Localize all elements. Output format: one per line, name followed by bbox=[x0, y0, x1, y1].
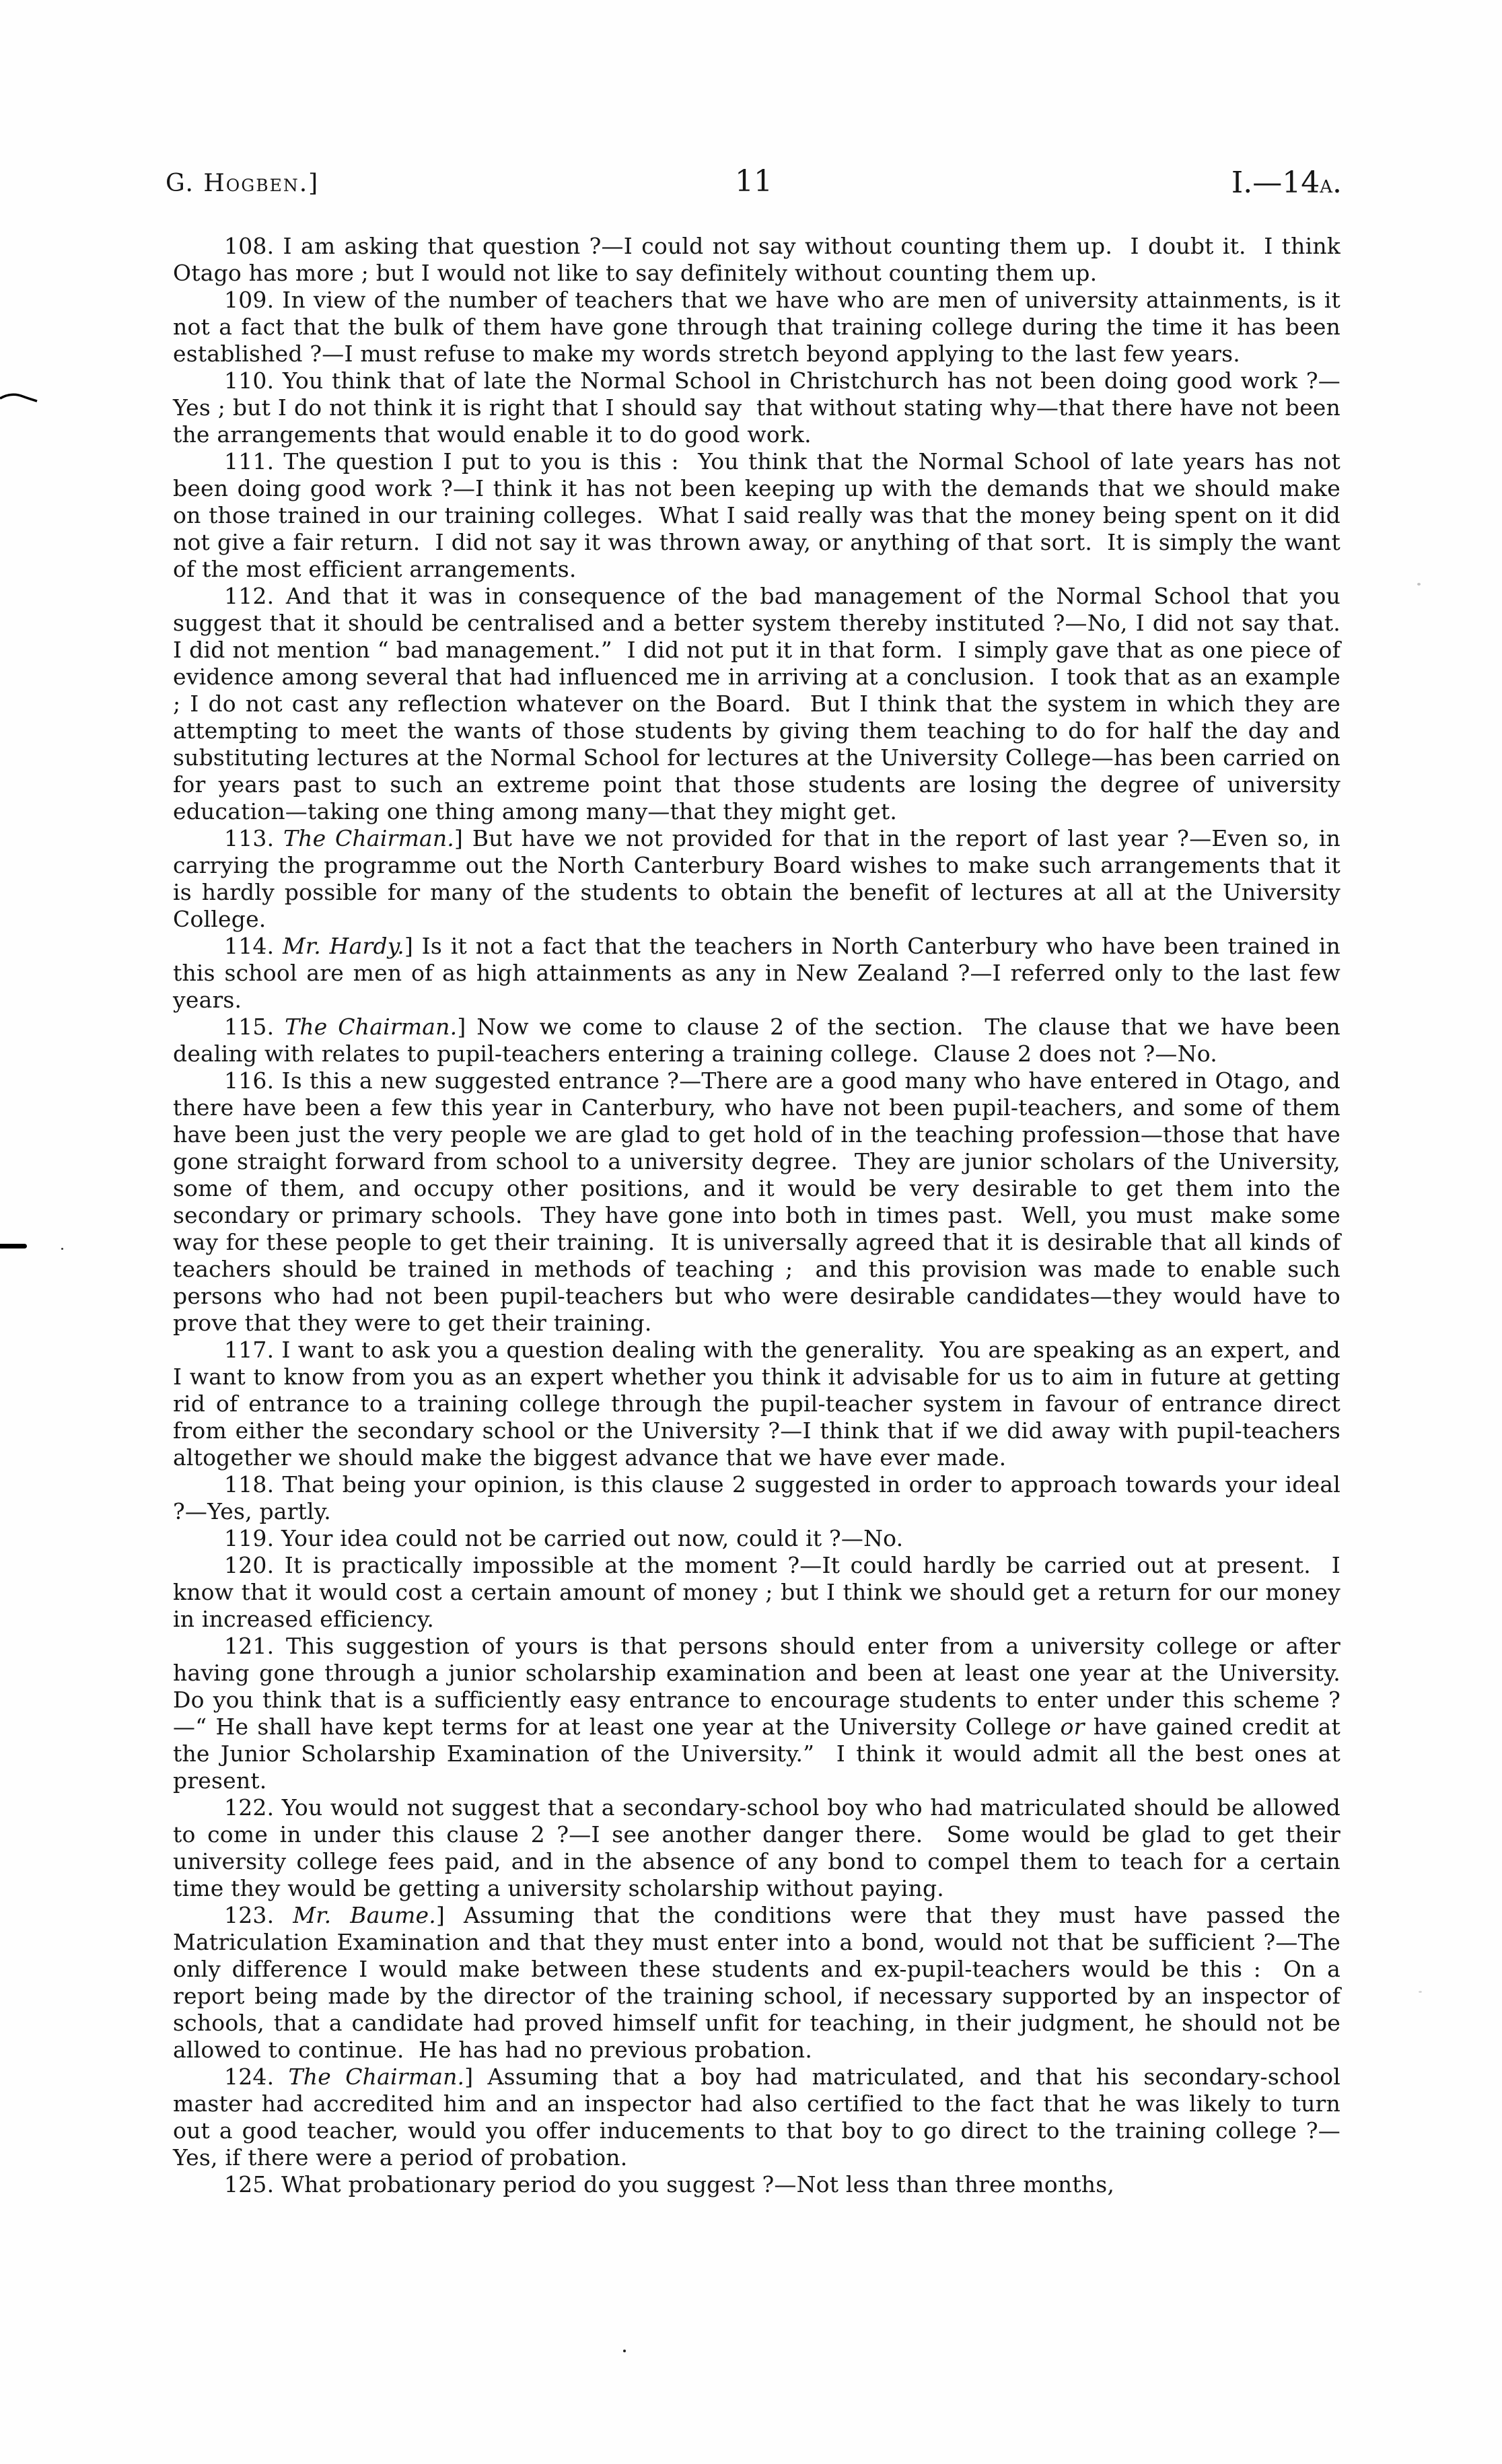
text-segment: 119. Your idea could not be carried out now, could it ?—No. bbox=[224, 1525, 904, 1551]
qa-paragraph bbox=[173, 1552, 1348, 1633]
qa-paragraph bbox=[173, 367, 1348, 448]
scan-artifact-dot bbox=[1417, 583, 1421, 586]
text-segment: 122. You would not suggest that a secondary-school boy who had matriculated should be allowed to come in under this clause 2 ?—I see another danger there. Some would be glad to get their university college fees paid, and in the absence of any bond to compel them to teach for a certain time they would be getting a university scholarship without paying. bbox=[173, 1794, 1348, 1901]
qa-paragraph bbox=[173, 1337, 1348, 1471]
text-segment: 123. bbox=[224, 1902, 293, 1928]
text-segment: 125. What probationary period do you suggest ?—Not less than three months, bbox=[224, 2171, 1115, 2197]
text-segment: 113. bbox=[224, 825, 283, 851]
text-segment: ] Assuming that the conditions were that they must have passed the Matriculation Examination and that they must enter into a bond, would not that be sufficient ?—The only difference I would make between these students and ex-pupil-teachers would be this : On a report being made by the director of the training school, if necessary supported by an inspector of schools, that a candidate had proved himself unfit for teaching, in their judgment, he should not be allowed to continue. He has had no previous probation. bbox=[173, 1902, 1348, 2063]
qa-paragraph bbox=[173, 1633, 1355, 1794]
speaker-attribution: The Chairman. bbox=[285, 1014, 458, 1040]
text-segment: ] Now we come to clause 2 of the section. The clause that we have been dealing with relates to pupil-teachers entering a training college. Clause 2 does not ?—No. bbox=[173, 1014, 1348, 1067]
qa-paragraph bbox=[173, 448, 1348, 583]
scan-artifact-dot bbox=[61, 1248, 63, 1250]
text-segment: 120. It is practically impossible at the moment ?—It could hardly be carried out at present. I know that it would cost a certain amount of money ; but I think we should get a return for our money in increased efficiency. bbox=[173, 1552, 1348, 1632]
speaker-attribution: or bbox=[1060, 1714, 1085, 1740]
scan-artifact-curve-mark bbox=[0, 392, 38, 404]
speaker-attribution: Mr. Hardy. bbox=[282, 933, 404, 959]
scan-artifact-dot bbox=[623, 2350, 626, 2352]
qa-paragraph bbox=[173, 233, 1348, 287]
text-segment: ] Is it not a fact that the teachers in North Canterbury who have been trained in this school are men of as high attainments as any in New Zealand ?—I referred only to the last few years. bbox=[173, 933, 1348, 1013]
qa-paragraph bbox=[173, 825, 1348, 933]
text-segment: 108. I am asking that question ?—I could not say without counting them up. I doubt it. I think Otago has more ; but I would not like to say definitely without counting them up. bbox=[173, 233, 1348, 286]
text-segment: 111. The question I put to you is this : You think that the Normal School of late years has not been doing good work ?—I think it has not been keeping up with the demands that we should make on those trained in our training colleges. What I said really was that the money being spent on it did not give a fair return. I did not say it was thrown away, or anything of that sort. It is simply the want of the most efficient arrangements. bbox=[173, 448, 1348, 582]
paper-reference-main: I.—14 bbox=[1231, 166, 1320, 200]
qa-paragraph bbox=[173, 287, 1348, 367]
paper-reference bbox=[1231, 166, 1342, 200]
scan-artifact-margin-dash bbox=[0, 1244, 27, 1248]
text-segment: 118. That being your opinion, is this clause 2 suggested in order to approach towards your ideal ?—Yes, partly. bbox=[173, 1471, 1348, 1524]
text-segment: 114. bbox=[224, 933, 283, 959]
qa-paragraph bbox=[173, 1902, 1348, 2064]
testimony-transcript bbox=[173, 233, 1355, 2198]
text-segment: ] But have we not provided for that in the report of last year ?—Even so, in carrying the programme out the North Canterbury Board wishes to make such arrangements that it is hardly possible for many of the students to obtain the benefit of lectures at all at the University College. bbox=[173, 825, 1348, 932]
text-segment: 115. bbox=[224, 1014, 285, 1040]
paper-reference-period: . bbox=[1332, 166, 1342, 200]
qa-paragraph bbox=[173, 1525, 1340, 1552]
qa-paragraph bbox=[173, 1014, 1348, 1067]
text-segment: have gained credit at the Junior Scholarship Examination of the University.” I think it would admit all the best ones at present. bbox=[173, 1714, 1348, 1794]
qa-paragraph bbox=[173, 1067, 1348, 1337]
speaker-attribution: Mr. Baume. bbox=[293, 1902, 436, 1928]
page-number: 11 bbox=[735, 164, 773, 199]
text-segment: 116. Is this a new suggested entrance ?—There are a good many who have entered in Otago, and there have been a few this year in Canterbury, who have not been pupil-teachers, and some of them have been just the very people we are glad to get hold of in the teaching profession—those that have gone straight forward from school to a university degree. They are junior scholars of the University, some of them, and occupy other positions, and it would be very desirable to get them into the secondary or primary schools. They have gone into both in times past. Well, you must make some way for these people to get their training. It is universally agreed that it is desirable that all kinds of teachers should be trained in methods of teaching ; and this provision was made to enable such persons who had not been pupil-teachers but who were desirable candidates—they would have to prove that they were to get their training. bbox=[173, 1067, 1348, 1336]
text-segment: 109. In view of the number of teachers that we have who are men of university attainments, is it not a fact that the bulk of them have gone through that training college during the time it has been established ?—I must refuse to make my words stretch beyond applying to the last few years. bbox=[173, 287, 1348, 367]
qa-paragraph bbox=[173, 2064, 1348, 2171]
qa-paragraph bbox=[173, 2171, 1340, 2198]
speaker-attribution: The Chairman. bbox=[288, 2064, 465, 2090]
text-segment: 112. And that it was in consequence of the bad management of the Normal School that you suggest that it should be centralised and a better system thereby instituted ?—No, I did not say that. I did not mention “ bad management.” I did not put it in that form. I simply gave that as one piece of evidence among several that had influenced me in arriving at a conclusion. I took that as an example ; I do not cast any reflection whatever on the Board. But I think that the system in which they are attempting to meet the wants of those students by giving them teaching to do for half the day and substituting lectures at the Normal School for lectures at the University College—has been carried on for years past to such an extreme point that those students are losing the degree of university education—taking one thing among many—that they might get. bbox=[173, 583, 1355, 824]
qa-paragraph bbox=[173, 583, 1355, 825]
scan-artifact-dot bbox=[1419, 1991, 1422, 1993]
text-segment: 117. I want to ask you a question dealing with the generality. You are speaking as an expert, and I want to know from you as an expert whether you think it advisable for us to aim in future at getting rid of entrance to a training college through the pupil-teacher system in favour of entrance direct from either the secondary school or the University ?—I think that if we did away with pupil-teachers altogether we should make the biggest advance that we have ever made. bbox=[173, 1337, 1348, 1471]
text-segment: 124. bbox=[224, 2064, 289, 2090]
text-segment: 121. This suggestion of yours is that persons should enter from a university college or after having gone through a junior scholarship examination and been at least one year at the University. Do you think that is a sufficiently easy entrance to encourage students to enter under this scheme ?—“ He shall have kept terms for at least one year at the University College bbox=[173, 1633, 1355, 1740]
speaker-attribution: The Chairman. bbox=[283, 825, 454, 851]
paper-reference-series-letter: A bbox=[1320, 177, 1332, 197]
text-segment: 110. You think that of late the Normal School in Christchurch has not been doing good work ?—Yes ; but I do not think it is right that I should say that without stating why—that there have not been the arrangements that would enable it to do good work. bbox=[173, 367, 1348, 448]
text-segment: ] Assuming that a boy had matriculated, and that his secondary-school master had accredited him and an inspector had also certified to the fact that he was likely to turn out a good teacher, would you offer inducements to that boy to go direct to the training college ?—Yes, if there were a period of probation. bbox=[173, 2064, 1348, 2171]
witness-name-header: G. Hogben.] bbox=[166, 170, 320, 197]
qa-paragraph bbox=[173, 1471, 1348, 1525]
qa-paragraph bbox=[173, 933, 1348, 1014]
qa-paragraph bbox=[173, 1794, 1348, 1902]
